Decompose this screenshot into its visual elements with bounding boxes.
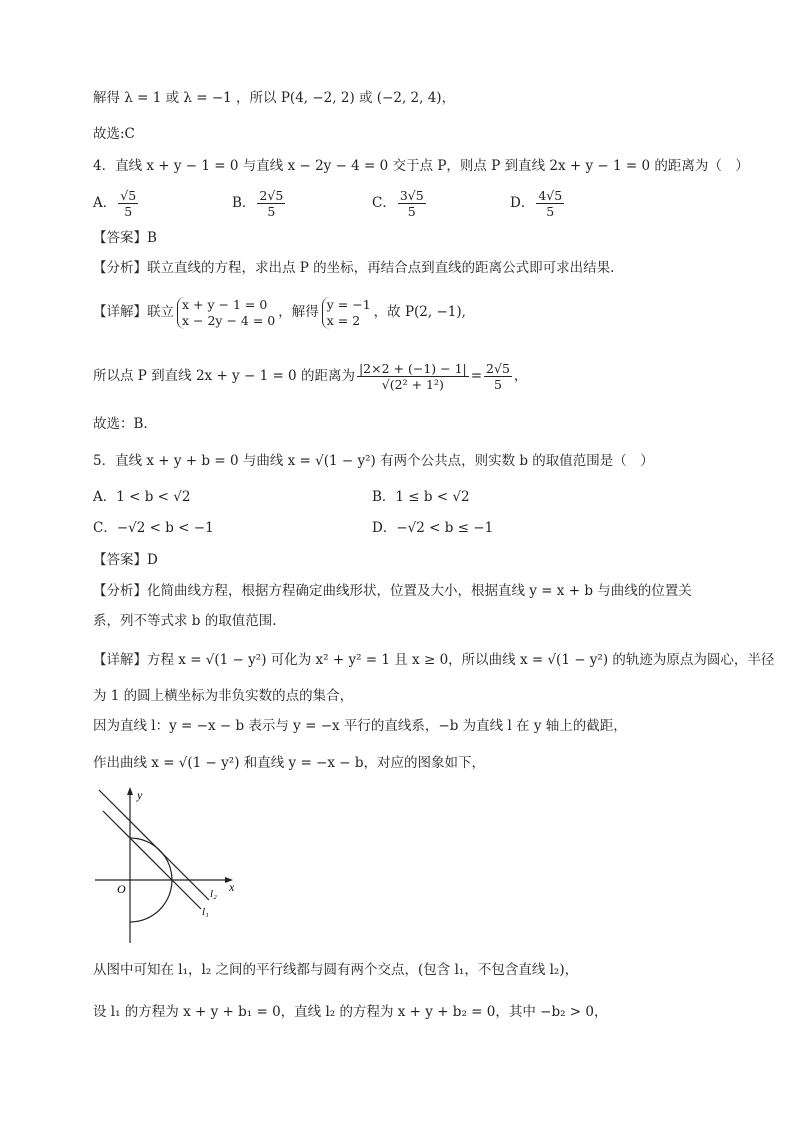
- option-letter: D．: [510, 195, 535, 211]
- option-letter: B．: [232, 195, 256, 211]
- q5-detail-6: 设 l₁ 的方程为 x + y + b₁ = 0，直线 l₂ 的方程为 x + y + b₂ = 0，其中 −b₂ > 0，: [93, 1004, 608, 1020]
- text-line-2: 故选:C: [93, 126, 135, 142]
- q4-choose: 故选：B.: [93, 416, 148, 432]
- q4-detail-prefix: 【详解】联立: [93, 304, 174, 320]
- distance-denominator: √(2² + 1²): [381, 377, 444, 392]
- question-4-stem: 4．直线 x + y − 1 = 0 与直线 x − 2y − 4 = 0 交于点 P，则点 P 到直线 2x + y − 1 = 0 的距离为（ ）: [93, 158, 749, 174]
- line-l2: [99, 790, 209, 900]
- option-num: √5: [120, 188, 137, 203]
- option-den: 5: [407, 204, 416, 219]
- q5-detail-3: 因为直线 l：y = −x − b 表示与 y = −x 平行的直线系，−b 为直线 l 在 y 轴上的截距，: [93, 718, 627, 734]
- q4-option-b: [232, 188, 287, 219]
- q4-option-a: [93, 188, 140, 219]
- q4-analysis: 【分析】联立直线的方程，求出点 P 的坐标，再结合点到直线的距离公式即可求出结果.: [93, 260, 615, 276]
- q5-analysis-1: 【分析】化简曲线方程，根据方程确定曲线形状，位置及大小，根据直线 y = x + b 与曲线的位置关: [93, 583, 692, 599]
- option-den: 5: [124, 204, 133, 219]
- result-numerator: 2√5: [486, 361, 510, 376]
- option-num: 4√5: [538, 188, 563, 203]
- option-num: 3√5: [399, 188, 424, 203]
- y-axis-label: y: [137, 788, 143, 802]
- origin-label: O: [117, 882, 126, 896]
- q5-answer: 【答案】D: [93, 552, 158, 568]
- text-line-1: 解得 λ = 1 或 λ = −1 ，所以 P(4, −2, 2) 或 (−2, 2, 4)，: [93, 90, 456, 106]
- option-den: 5: [267, 204, 276, 219]
- q5-detail-2: 为 1 的圆上横坐标为非负实数的点的集合，: [93, 688, 354, 704]
- distance-numerator: |2×2 + (−1) − 1|: [358, 361, 467, 376]
- q4-detail: [93, 294, 466, 330]
- q5-detail-5: 从图中可知在 l₁，l₂ 之间的平行线都与圆有两个交点，(包含 l₁，不包含直线 l₂)，: [93, 962, 579, 978]
- equation-system-2: [322, 297, 371, 329]
- x-axis-label: x: [229, 880, 235, 894]
- equals-sign: =: [470, 368, 483, 384]
- q4-detail-mid: ，解得: [278, 304, 319, 320]
- option-num: 2√5: [259, 188, 284, 203]
- l1-label: l₁: [202, 906, 209, 918]
- system-row: x + y − 1 = 0: [182, 296, 268, 312]
- q4-detail-end: ，故 P(2, −1),: [373, 304, 466, 320]
- question-5-stem: 5．直线 x + y + b = 0 与曲线 x = √(1 − y²) 有两个公共点，则实数 b 的取值范围是（ ）: [93, 453, 654, 469]
- q5-option-d: D．−√2 < b ≤ −1: [372, 520, 494, 536]
- q4-option-c: [372, 188, 428, 219]
- system-row: x = 2: [326, 312, 361, 328]
- q5-option-c: C．−√2 < b < −1: [93, 520, 214, 536]
- circle-line-figure: [93, 785, 253, 945]
- option-letter: C．: [372, 195, 396, 211]
- q4-distance: [93, 358, 527, 394]
- q5-analysis-2: 系，列不等式求 b 的取值范围.: [93, 613, 277, 629]
- q4-dist-end: ，: [513, 368, 528, 384]
- option-den: 5: [546, 204, 555, 219]
- system-row: x − 2y − 4 = 0: [182, 312, 276, 328]
- y-axis-arrow: [127, 787, 133, 795]
- system-row: y = −1: [326, 296, 371, 312]
- result-denominator: 5: [494, 377, 502, 392]
- q5-detail-4: 作出曲线 x = √(1 − y²) 和直线 y = −x − b，对应的图象如下，: [93, 755, 486, 771]
- q4-dist-prefix: 所以点 P 到直线 2x + y − 1 = 0 的距离为: [93, 368, 355, 384]
- equation-system-1: [177, 297, 275, 329]
- l2-label: l₂: [210, 888, 217, 900]
- q4-option-d: [510, 188, 566, 219]
- q4-answer: 【答案】B: [93, 230, 157, 246]
- q5-option-a: A．1 < b < √2: [93, 489, 191, 505]
- q5-option-b: B．1 ≤ b < √2: [372, 489, 470, 505]
- option-letter: A．: [93, 195, 117, 211]
- q5-detail-1: 【详解】方程 x = √(1 − y²) 可化为 x² + y² = 1 且 x ≥ 0，所以曲线 x = √(1 − y²) 的轨迹为原点为圆心，半径: [93, 652, 775, 668]
